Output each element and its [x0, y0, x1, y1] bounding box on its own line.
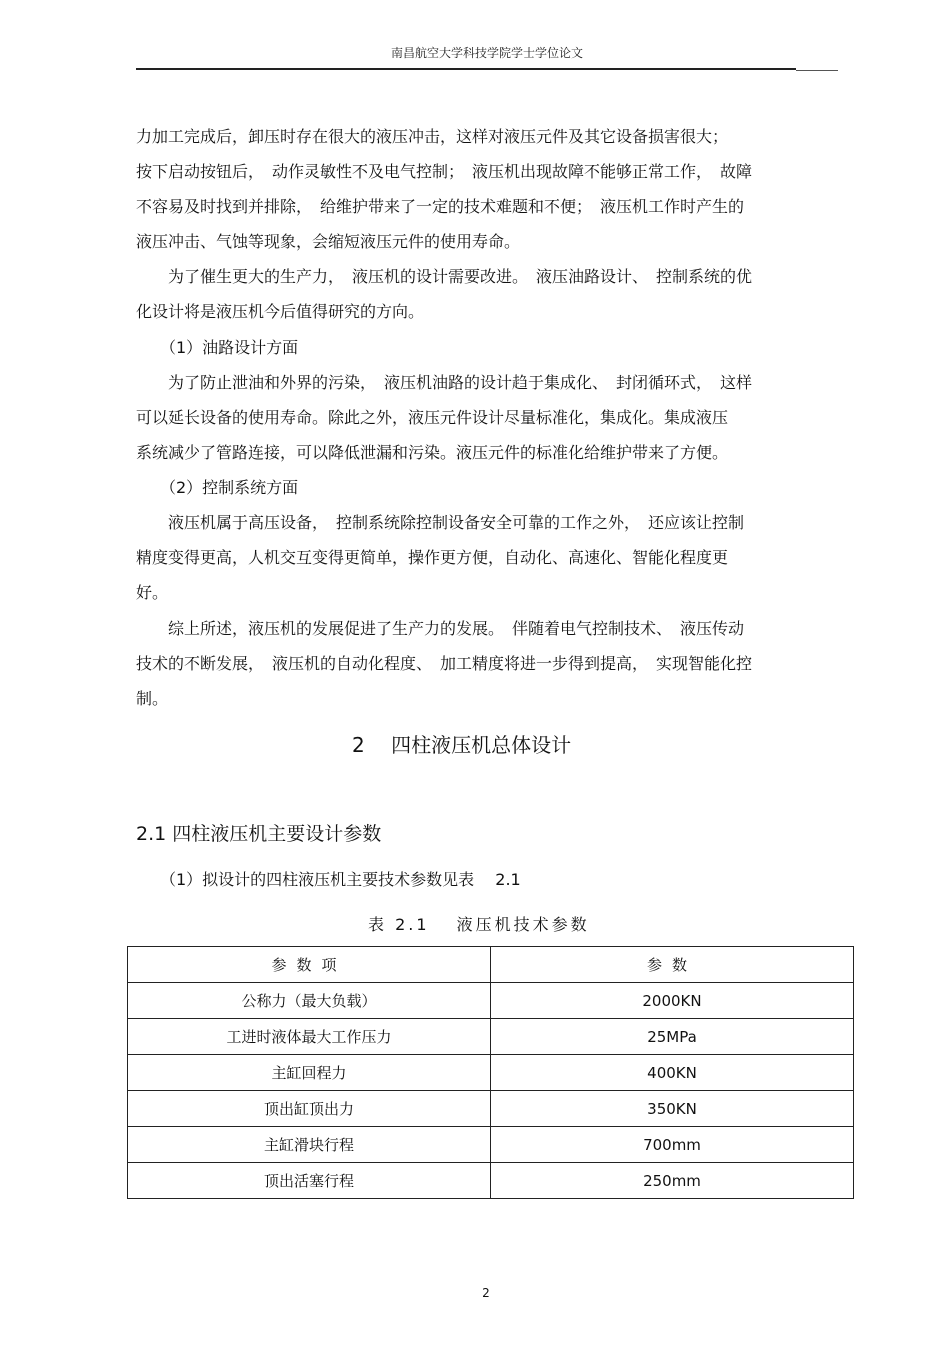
- paragraph-line: 好。: [136, 583, 169, 602]
- param-value: 700mm: [491, 1127, 854, 1163]
- paragraph-line: 为了防止泄油和外界的污染， 液压机油路的设计趋于集成化、 封闭循环式， 这样: [136, 373, 753, 392]
- section-title: 2.1 四柱液压机主要设计参数: [136, 823, 382, 845]
- running-header: 南昌航空大学科技学院学士学位论文: [390, 46, 583, 60]
- paragraph-line: 液压机属于高压设备， 控制系统除控制设备安全可靠的工作之外， 还应该让控制: [136, 513, 745, 532]
- paragraph-line: 可以延长设备的使用寿命。除此之外，液压元件设计尽量标准化，集成化。集成液压: [136, 408, 729, 427]
- paragraph-line: 不容易及时找到并排除， 给维护带来了一定的技术难题和不便； 液压机工作时产生的: [136, 197, 745, 216]
- chapter-title: 2 四柱液压机总体设计: [352, 733, 572, 757]
- paragraph-line: 综上所述，液压机的发展促进了生产力的发展。 伴随着电气控制技术、 液压传动: [136, 619, 745, 638]
- table-caption: 表 2.1 液压机技术参数: [368, 915, 590, 934]
- header-rule-tail: [796, 70, 838, 71]
- header-rule: [136, 68, 796, 70]
- paragraph-line: 精度变得更高，人机交互变得更简单，操作更方便，自动化、高速化、智能化程度更: [136, 548, 729, 567]
- table-intro: （1）拟设计的四柱液压机主要技术参数见表 2.1: [136, 870, 521, 889]
- paragraph-line: 液压冲击、气蚀等现象，会缩短液压元件的使用寿命。: [136, 232, 521, 251]
- table-header-row: [128, 947, 854, 983]
- table-row: [128, 1127, 854, 1163]
- table-row: [128, 1163, 854, 1199]
- table-row: [128, 983, 854, 1019]
- param-name: 主缸回程力: [128, 1055, 491, 1091]
- param-value: 350KN: [491, 1091, 854, 1127]
- paragraph-line: 系统减少了管路连接，可以降低泄漏和污染。液压元件的标准化给维护带来了方便。: [136, 443, 729, 462]
- param-value: 400KN: [491, 1055, 854, 1091]
- param-value: 250mm: [491, 1163, 854, 1199]
- column-header: 参数: [491, 947, 854, 983]
- parameters-table: [127, 946, 854, 1199]
- paragraph-line: 技术的不断发展， 液压机的自动化程度、 加工精度将进一步得到提高， 实现智能化控: [136, 654, 753, 673]
- paragraph-line: 为了催生更大的生产力， 液压机的设计需要改进。 液压油路设计、 控制系统的优: [136, 267, 753, 286]
- param-name: 公称力（最大负载）: [128, 983, 491, 1019]
- column-header: 参数项: [128, 947, 491, 983]
- table-row: [128, 1091, 854, 1127]
- paragraph-line: 力加工完成后，卸压时存在很大的液压冲击，这样对液压元件及其它设备损害很大；: [136, 127, 729, 146]
- param-name: 主缸滑块行程: [128, 1127, 491, 1163]
- param-value: 25MPa: [491, 1019, 854, 1055]
- paragraph-line: 化设计将是液压机今后值得研究的方向。: [136, 302, 425, 321]
- table-row: [128, 1019, 854, 1055]
- paragraph-line: 制。: [136, 689, 169, 708]
- param-name: 顶出缸顶出力: [128, 1091, 491, 1127]
- param-name: 顶出活塞行程: [128, 1163, 491, 1199]
- page-number: 2: [482, 1286, 490, 1300]
- table-row: [128, 1055, 854, 1091]
- paragraph-line: 按下启动按钮后， 动作灵敏性不及电气控制； 液压机出现故障不能够正常工作， 故障: [136, 162, 753, 181]
- list-item-title: （2）控制系统方面: [136, 478, 299, 497]
- param-name: 工进时液体最大工作压力: [128, 1019, 491, 1055]
- list-item-title: （1）油路设计方面: [136, 338, 299, 357]
- param-value: 2000KN: [491, 983, 854, 1019]
